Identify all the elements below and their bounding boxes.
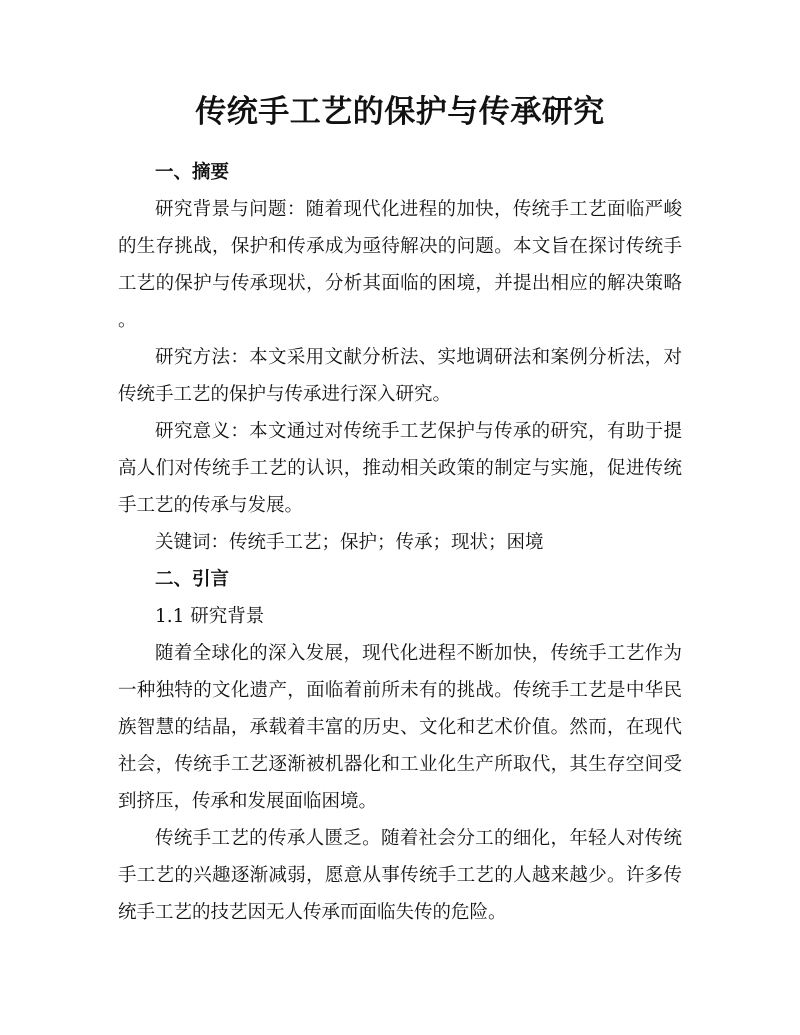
introduction-paragraph-1: 随着全球化的深入发展，现代化进程不断加快，传统手工艺作为一种独特的文化遗产，面临着前所未有的挑战。传统手工艺是中华民族智慧的结晶，承载着丰富的历史、文化和艺术价值。然而，在现代社会，传统手工艺逐渐被机器化和工业化生产所取代，其生存空间受到挤压，传承和发展面临困境。: [118, 643, 682, 812]
abstract-heading: 一、摘要: [155, 162, 230, 183]
keywords-line: 关键词：传统手工艺；保护；传承；现状；困境: [155, 532, 544, 553]
document-title: 传统手工艺的保护与传承研究: [195, 94, 605, 130]
document-page: [118, 92, 682, 931]
abstract-significance-paragraph: 研究意义：本文通过对传统手工艺保护与传承的研究，有助于提高人们对传统手工艺的认识，推动相关政策的制定与实施，促进传统手工艺的传承与发展。: [118, 421, 682, 516]
research-background-subheading: 1.1 研究背景: [155, 606, 265, 627]
abstract-background-paragraph: 研究背景与问题：随着现代化进程的加快，传统手工艺面临严峻的生存挑战，保护和传承成为亟待解决的问题。本文旨在探讨传统手工艺的保护与传承现状，分析其面临的困境，并提出相应的解决策略。: [118, 199, 682, 331]
introduction-paragraph-2: 传统手工艺的传承人匮乏。随着社会分工的细化，年轻人对传统手工艺的兴趣逐渐减弱，愿意从事传统手工艺的人越来越少。许多传统手工艺的技艺因无人传承而面临失传的危险。: [118, 828, 682, 923]
introduction-heading: 二、引言: [155, 569, 230, 590]
abstract-method-paragraph: 研究方法：本文采用文献分析法、实地调研法和案例分析法，对传统手工艺的保护与传承进行深入研究。: [118, 347, 682, 405]
